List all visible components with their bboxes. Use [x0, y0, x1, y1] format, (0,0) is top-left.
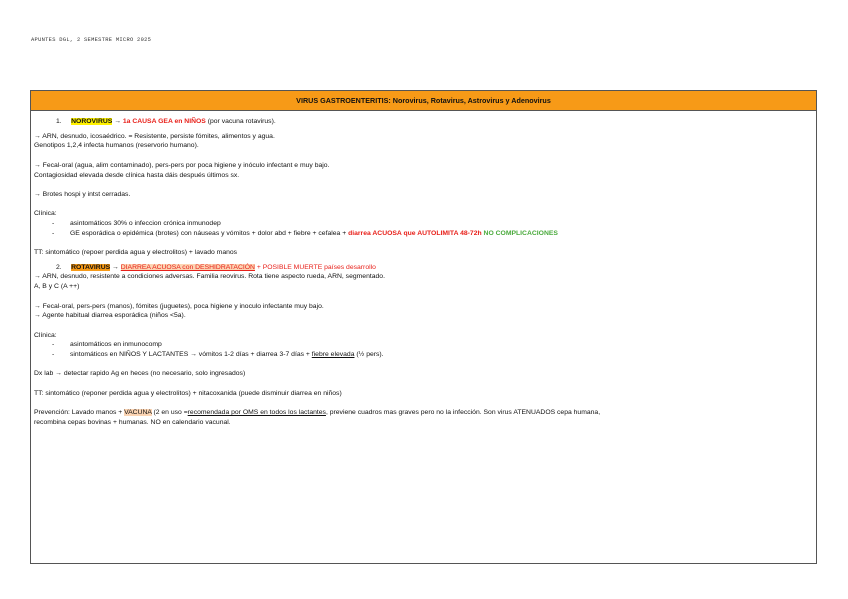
norovirus-clinica-label: Clínica:: [34, 210, 57, 218]
rotavirus-clinica-label: Clínica:: [34, 331, 57, 339]
arrow-icon: →: [114, 118, 121, 125]
rotavirus-dx-2: + POSIBLE MUERTE países desarrollo: [256, 263, 376, 271]
arrow-icon: →: [112, 263, 119, 271]
list-item: - sintomáticos en NIÑOS Y LACTANTES → vómitos 1-2 días + diarrea 3-7 días + fiebre elevada (½ pers).: [52, 351, 384, 359]
norovirus-cause: 1a CAUSA GEA en NIÑOS: [122, 118, 206, 125]
rotavirus-prevencion: Prevención: Lavado manos + VACUNA (2 en uso =recomendada por OMS en todos los lactantes, previene cuadros mas graves pero no la infección. Son virus ATENUADOS cepa humana,: [34, 409, 601, 417]
norovirus-line-2: Genotipos 1,2,4 infecta humanos (reservorio humano).: [34, 142, 199, 150]
notes-box: [30, 90, 817, 564]
rotavirus-dx: DIARREA ACUOSA con DESHIDRATACIÓN: [120, 263, 255, 271]
rotavirus-dx-lab: Dx lab → detectar rapido Ag en heces (no necesario, solo ingresados): [34, 370, 246, 378]
norovirus-line-3: → Fecal-oral (agua, alim contaminado), pers-pers por poca higiene y inóculo infectant e muy bajo.: [34, 161, 330, 169]
rotavirus-line-4: → Agente habitual diarrea esporádica (niños <5a).: [34, 312, 186, 320]
rotavirus-name: ROTAVIRUS: [71, 263, 111, 271]
rotavirus-heading: [34, 263, 813, 273]
notes-content: [31, 111, 816, 428]
norovirus-name: NOROVIRUS: [71, 118, 113, 125]
list-item: - asintomáticos 30% o infeccion crónica inmunodep: [52, 219, 221, 227]
rotavirus-line-1: → ARN, desnudo, resistente a condiciones adversas. Familia reovirus. Rota tiene aspecto rueda, ARN, segmentado.: [34, 273, 385, 281]
rotavirus-vacuna: VACUNA: [124, 409, 152, 417]
norovirus-no-complicaciones: NO COMPLICACIONES: [483, 229, 558, 237]
norovirus-line-1: → ARN, desnudo, icosaédrico. = Resistente, persiste fómites, alimentos y agua.: [34, 132, 275, 140]
list-item: - asintomáticos en inmunocomp: [52, 341, 162, 349]
norovirus-diarrea: diarrea ACUOSA que AUTOLIMITA 48-72h: [348, 229, 482, 237]
document-header-note: APUNTES DGL, 2 SEMESTRE MICRO 2025: [31, 37, 152, 43]
rotavirus-prevencion-2: recombina cepas bovinas + humanas. NO en calendario vacunal.: [34, 418, 231, 426]
box-title: VIRUS GASTROENTERITIS: Norovirus, Rotavirus, Astrovirus y Adenovirus: [31, 91, 816, 111]
norovirus-cause-note: (por vacuna rotavirus).: [207, 118, 276, 125]
rotavirus-tt: TT: sintomático (reponer perdida agua y electrolitos) + nitacoxanida (puede disminuir diarrea en niños): [34, 389, 342, 397]
norovirus-line-4: Contagiosidad elevada desde clínica hasta dáis después últimos sx.: [34, 171, 240, 179]
rotavirus-line-2: A, B y C (A ++): [34, 283, 80, 291]
norovirus-heading: [34, 117, 813, 127]
section-number: 1.: [56, 118, 62, 125]
norovirus-tt: TT: sintomático (repoer perdida agua y electrolitos) + lavado manos: [34, 249, 238, 257]
rotavirus-line-3: → Fecal-oral, pers-pers (manos), fómites (juguetes), poca higiene y inoculo infectante muy bajo.: [34, 302, 324, 310]
rotavirus-fiebre: fiebre elevada: [311, 351, 355, 359]
section-number: 2.: [56, 263, 62, 271]
list-item: - GE esporádica o epidémica (brotes) con náuseas y vómitos + dolor abd + fiebre + cefalea + diarrea ACUOSA que AUTOLIMITA 48-72h NO COMPLICACIONES: [52, 229, 558, 237]
norovirus-line-5: → Brotes hospi y intst cerradas.: [34, 190, 131, 198]
